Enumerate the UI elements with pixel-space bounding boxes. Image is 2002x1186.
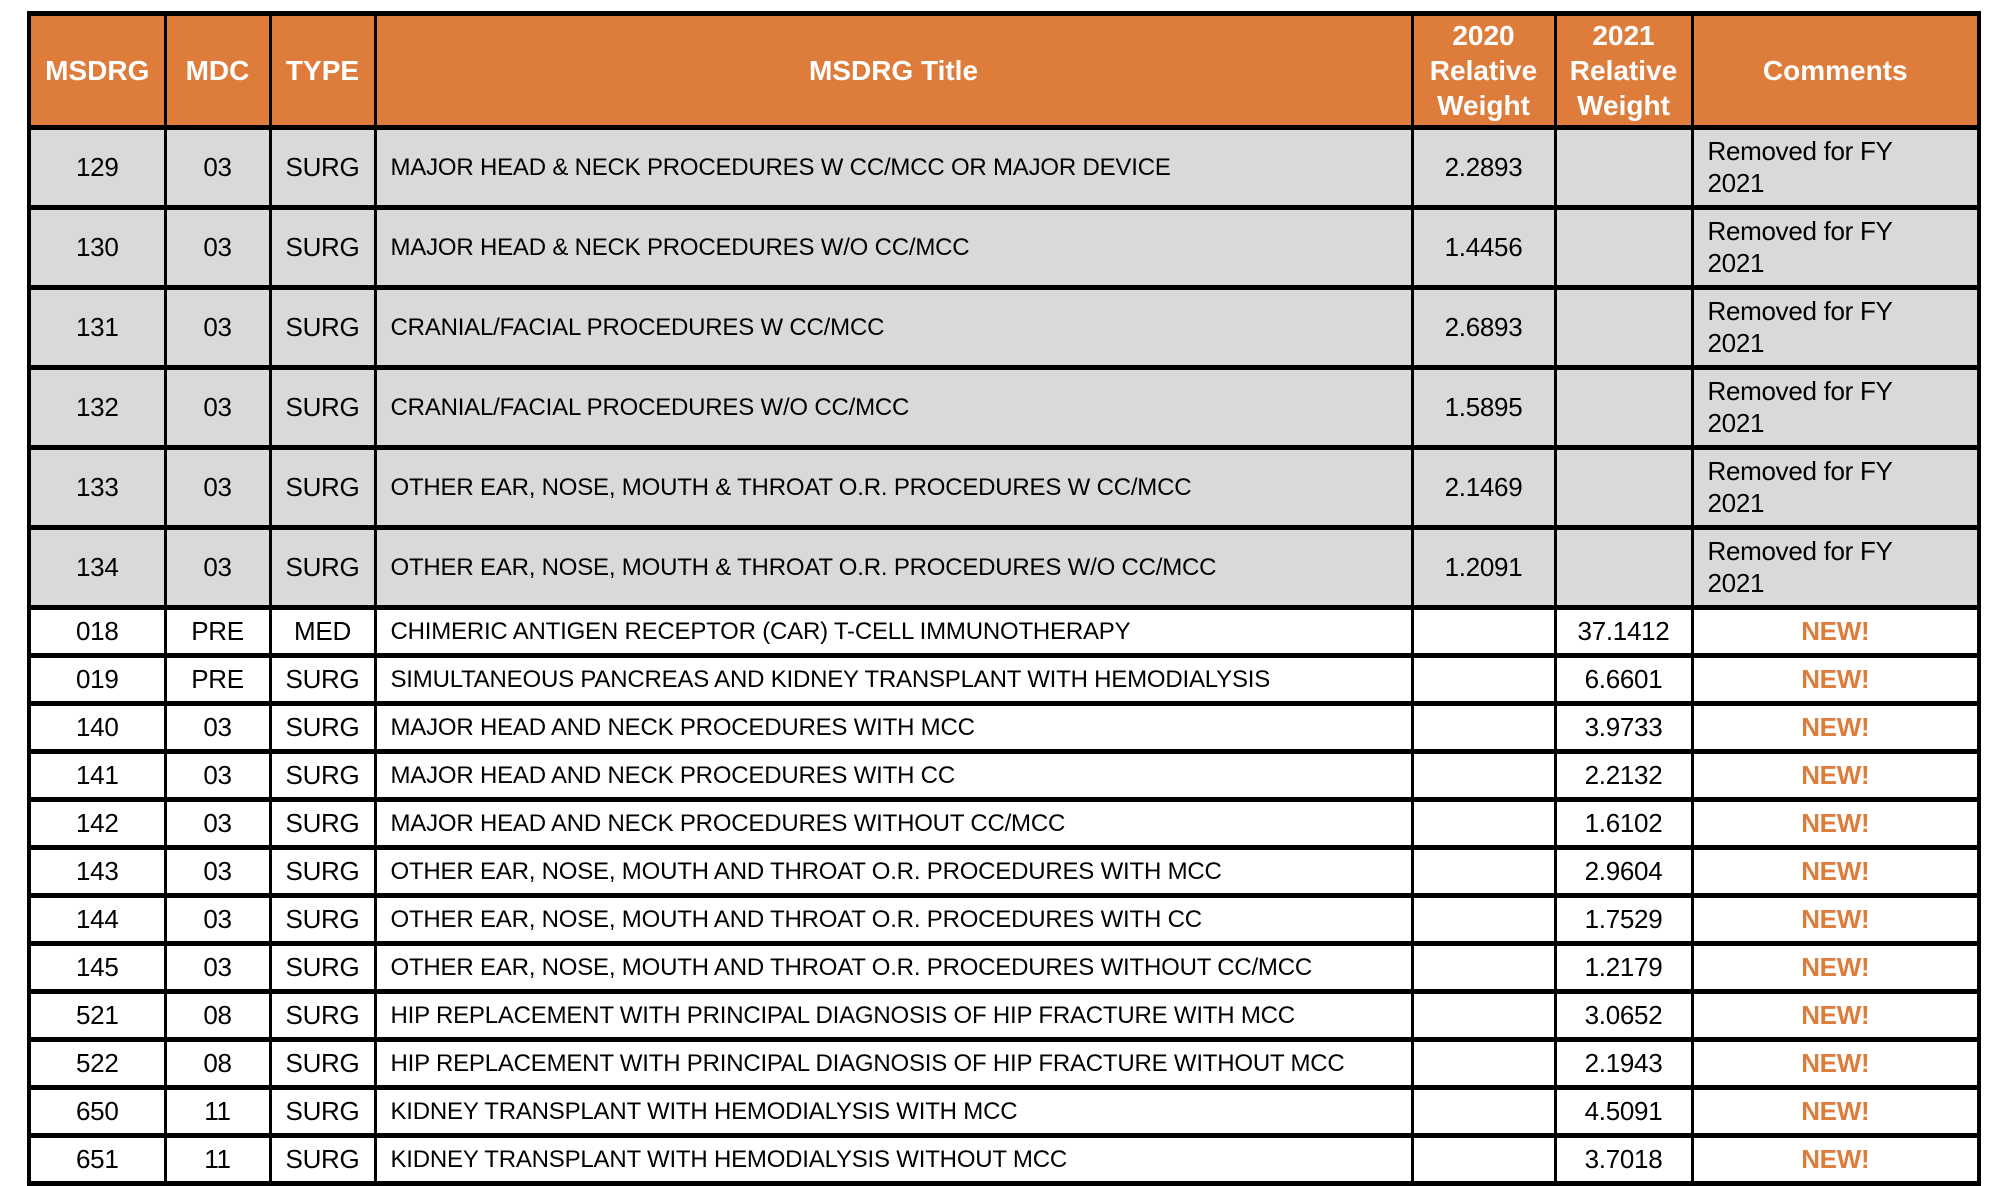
cell-msdrg-code: 144 (29, 896, 165, 944)
cell-msdrg-code: 650 (29, 1088, 165, 1136)
cell-msdrg-title: HIP REPLACEMENT WITH PRINCIPAL DIAGNOSIS OF HIP FRACTURE WITHOUT MCC (375, 1040, 1412, 1088)
cell-2021-relative-weight: 1.2179 (1555, 944, 1692, 992)
cell-comment: NEW! (1692, 608, 1979, 656)
cell-type: SURG (270, 288, 375, 368)
cell-2020-relative-weight: 1.4456 (1412, 208, 1555, 288)
cell-msdrg-code: 140 (29, 704, 165, 752)
cell-2021-relative-weight (1555, 288, 1692, 368)
header-2020-relative-weight: 2020 Relative Weight (1412, 14, 1555, 128)
cell-type: SURG (270, 800, 375, 848)
cell-msdrg-code: 145 (29, 944, 165, 992)
cell-msdrg-code: 143 (29, 848, 165, 896)
cell-2020-relative-weight (1412, 752, 1555, 800)
cell-comment: Removed for FY 2021 (1692, 368, 1979, 448)
cell-msdrg-code: 651 (29, 1136, 165, 1184)
cell-2021-relative-weight (1555, 528, 1692, 608)
cell-msdrg-title: KIDNEY TRANSPLANT WITH HEMODIALYSIS WITH MCC (375, 1088, 1412, 1136)
table-row (29, 800, 1979, 848)
cell-2020-relative-weight (1412, 1136, 1555, 1184)
table-row (29, 992, 1979, 1040)
cell-2020-relative-weight (1412, 944, 1555, 992)
cell-msdrg-code: 522 (29, 1040, 165, 1088)
cell-msdrg-code: 018 (29, 608, 165, 656)
cell-msdrg-title: CHIMERIC ANTIGEN RECEPTOR (CAR) T-CELL IMMUNOTHERAPY (375, 608, 1412, 656)
cell-msdrg-title: MAJOR HEAD AND NECK PROCEDURES WITH MCC (375, 704, 1412, 752)
cell-2021-relative-weight (1555, 448, 1692, 528)
cell-2020-relative-weight (1412, 1088, 1555, 1136)
cell-2021-relative-weight: 1.6102 (1555, 800, 1692, 848)
header-comments: Comments (1692, 14, 1979, 128)
cell-mdc: 03 (165, 368, 270, 448)
table-row (29, 848, 1979, 896)
cell-2021-relative-weight: 3.7018 (1555, 1136, 1692, 1184)
cell-msdrg-title: OTHER EAR, NOSE, MOUTH & THROAT O.R. PROCEDURES W/O CC/MCC (375, 528, 1412, 608)
header-msdrg: MSDRG (29, 14, 165, 128)
msdrg-relative-weight-table (27, 11, 1981, 1186)
cell-2020-relative-weight (1412, 992, 1555, 1040)
cell-mdc: 11 (165, 1136, 270, 1184)
cell-2021-relative-weight (1555, 128, 1692, 208)
cell-mdc: 03 (165, 848, 270, 896)
cell-mdc: 11 (165, 1088, 270, 1136)
cell-type: SURG (270, 1088, 375, 1136)
cell-msdrg-code: 142 (29, 800, 165, 848)
cell-2020-relative-weight (1412, 704, 1555, 752)
cell-2020-relative-weight (1412, 896, 1555, 944)
cell-mdc: 03 (165, 944, 270, 992)
cell-type: SURG (270, 128, 375, 208)
cell-2021-relative-weight: 2.2132 (1555, 752, 1692, 800)
cell-type: SURG (270, 704, 375, 752)
cell-msdrg-code: 019 (29, 656, 165, 704)
table-row (29, 1136, 1979, 1184)
cell-2020-relative-weight (1412, 1040, 1555, 1088)
cell-comment: NEW! (1692, 1088, 1979, 1136)
cell-2021-relative-weight: 3.0652 (1555, 992, 1692, 1040)
cell-2021-relative-weight: 2.1943 (1555, 1040, 1692, 1088)
cell-2021-relative-weight: 6.6601 (1555, 656, 1692, 704)
cell-msdrg-title: CRANIAL/FACIAL PROCEDURES W/O CC/MCC (375, 368, 1412, 448)
cell-mdc: 03 (165, 752, 270, 800)
cell-comment: NEW! (1692, 752, 1979, 800)
cell-mdc: 03 (165, 800, 270, 848)
cell-msdrg-title: OTHER EAR, NOSE, MOUTH AND THROAT O.R. PROCEDURES WITH CC (375, 896, 1412, 944)
cell-2021-relative-weight: 1.7529 (1555, 896, 1692, 944)
cell-mdc: 03 (165, 288, 270, 368)
cell-2020-relative-weight: 2.2893 (1412, 128, 1555, 208)
cell-type: SURG (270, 528, 375, 608)
cell-comment: NEW! (1692, 896, 1979, 944)
cell-mdc: 03 (165, 128, 270, 208)
cell-msdrg-title: OTHER EAR, NOSE, MOUTH AND THROAT O.R. PROCEDURES WITHOUT CC/MCC (375, 944, 1412, 992)
cell-2021-relative-weight: 2.9604 (1555, 848, 1692, 896)
cell-msdrg-code: 521 (29, 992, 165, 1040)
cell-comment: NEW! (1692, 1040, 1979, 1088)
table-row (29, 288, 1979, 368)
cell-msdrg-title: MAJOR HEAD AND NECK PROCEDURES WITHOUT CC/MCC (375, 800, 1412, 848)
cell-msdrg-code: 129 (29, 128, 165, 208)
cell-type: SURG (270, 656, 375, 704)
cell-mdc: 08 (165, 992, 270, 1040)
header-mdc: MDC (165, 14, 270, 128)
cell-msdrg-title: OTHER EAR, NOSE, MOUTH AND THROAT O.R. PROCEDURES WITH MCC (375, 848, 1412, 896)
table-row (29, 368, 1979, 448)
cell-msdrg-title: OTHER EAR, NOSE, MOUTH & THROAT O.R. PROCEDURES W CC/MCC (375, 448, 1412, 528)
cell-msdrg-title: SIMULTANEOUS PANCREAS AND KIDNEY TRANSPLANT WITH HEMODIALYSIS (375, 656, 1412, 704)
cell-msdrg-title: MAJOR HEAD & NECK PROCEDURES W CC/MCC OR MAJOR DEVICE (375, 128, 1412, 208)
cell-2020-relative-weight (1412, 656, 1555, 704)
table-row (29, 1088, 1979, 1136)
cell-type: SURG (270, 848, 375, 896)
table-row (29, 608, 1979, 656)
cell-2021-relative-weight (1555, 368, 1692, 448)
cell-msdrg-code: 133 (29, 448, 165, 528)
header-msdrg-title: MSDRG Title (375, 14, 1412, 128)
table-row (29, 448, 1979, 528)
cell-comment: Removed for FY 2021 (1692, 448, 1979, 528)
cell-mdc: 03 (165, 208, 270, 288)
cell-mdc: PRE (165, 656, 270, 704)
header-type: TYPE (270, 14, 375, 128)
cell-comment: NEW! (1692, 704, 1979, 752)
cell-msdrg-title: CRANIAL/FACIAL PROCEDURES W CC/MCC (375, 288, 1412, 368)
table-row (29, 752, 1979, 800)
cell-2020-relative-weight (1412, 800, 1555, 848)
cell-msdrg-code: 130 (29, 208, 165, 288)
table-row (29, 704, 1979, 752)
cell-2021-relative-weight (1555, 208, 1692, 288)
cell-comment: Removed for FY 2021 (1692, 528, 1979, 608)
cell-type: SURG (270, 1040, 375, 1088)
cell-msdrg-title: MAJOR HEAD AND NECK PROCEDURES WITH CC (375, 752, 1412, 800)
table-body (29, 128, 1979, 1184)
cell-comment: NEW! (1692, 944, 1979, 992)
cell-msdrg-code: 132 (29, 368, 165, 448)
cell-msdrg-code: 141 (29, 752, 165, 800)
cell-type: SURG (270, 448, 375, 528)
cell-comment: NEW! (1692, 848, 1979, 896)
cell-comment: Removed for FY 2021 (1692, 288, 1979, 368)
cell-mdc: 08 (165, 1040, 270, 1088)
cell-comment: NEW! (1692, 992, 1979, 1040)
table-row (29, 1040, 1979, 1088)
cell-msdrg-title: HIP REPLACEMENT WITH PRINCIPAL DIAGNOSIS OF HIP FRACTURE WITH MCC (375, 992, 1412, 1040)
cell-comment: Removed for FY 2021 (1692, 208, 1979, 288)
table-row (29, 528, 1979, 608)
cell-2020-relative-weight: 1.5895 (1412, 368, 1555, 448)
cell-2020-relative-weight: 1.2091 (1412, 528, 1555, 608)
cell-2020-relative-weight (1412, 608, 1555, 656)
cell-2021-relative-weight: 4.5091 (1555, 1088, 1692, 1136)
cell-type: SURG (270, 992, 375, 1040)
cell-comment: NEW! (1692, 800, 1979, 848)
table-header (29, 14, 1979, 128)
cell-type: SURG (270, 896, 375, 944)
cell-2020-relative-weight: 2.1469 (1412, 448, 1555, 528)
cell-mdc: 03 (165, 896, 270, 944)
cell-2021-relative-weight: 37.1412 (1555, 608, 1692, 656)
cell-mdc: PRE (165, 608, 270, 656)
cell-comment: NEW! (1692, 656, 1979, 704)
table-row (29, 208, 1979, 288)
header-2021-relative-weight: 2021 Relative Weight (1555, 14, 1692, 128)
cell-mdc: 03 (165, 528, 270, 608)
cell-msdrg-title: MAJOR HEAD & NECK PROCEDURES W/O CC/MCC (375, 208, 1412, 288)
table-row (29, 656, 1979, 704)
cell-2020-relative-weight: 2.6893 (1412, 288, 1555, 368)
header-row (29, 14, 1979, 128)
cell-type: SURG (270, 944, 375, 992)
cell-type: SURG (270, 208, 375, 288)
table-row (29, 896, 1979, 944)
cell-2020-relative-weight (1412, 848, 1555, 896)
cell-mdc: 03 (165, 704, 270, 752)
cell-msdrg-title: KIDNEY TRANSPLANT WITH HEMODIALYSIS WITHOUT MCC (375, 1136, 1412, 1184)
cell-2021-relative-weight: 3.9733 (1555, 704, 1692, 752)
table-row (29, 128, 1979, 208)
cell-type: SURG (270, 752, 375, 800)
cell-msdrg-code: 131 (29, 288, 165, 368)
cell-type: MED (270, 608, 375, 656)
cell-type: SURG (270, 368, 375, 448)
cell-mdc: 03 (165, 448, 270, 528)
cell-comment: Removed for FY 2021 (1692, 128, 1979, 208)
cell-comment: NEW! (1692, 1136, 1979, 1184)
cell-msdrg-code: 134 (29, 528, 165, 608)
table-row (29, 944, 1979, 992)
cell-type: SURG (270, 1136, 375, 1184)
